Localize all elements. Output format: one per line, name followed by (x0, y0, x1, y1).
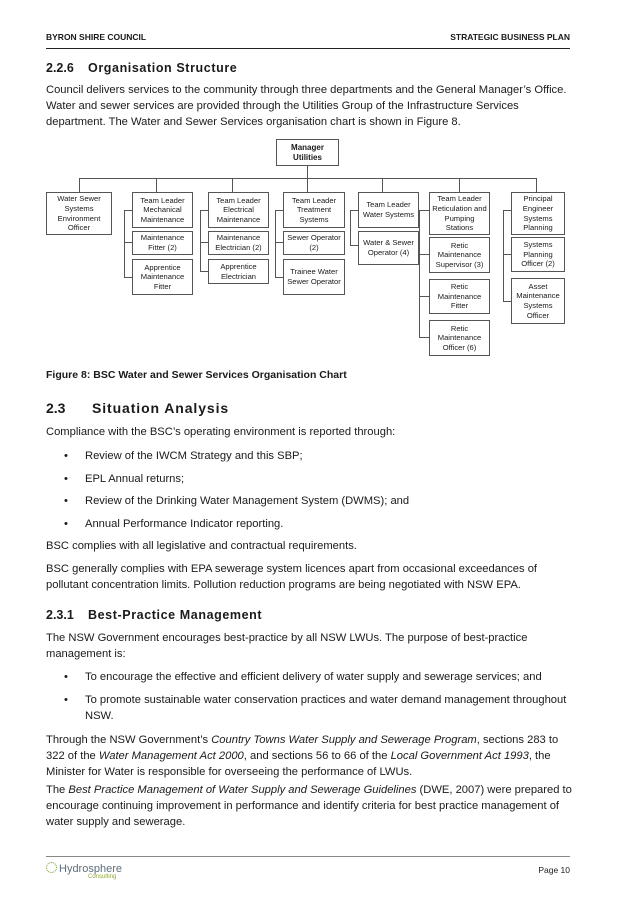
heading-title: Best-Practice Management (88, 608, 263, 622)
paragraph-guidelines: The Best Practice Management of Water Supply and Sewerage Guidelines (DWE, 2007) were prepared to encourage continuing improvement in performance and identify criteria for best practice management of water supply and sewerage. (46, 784, 572, 828)
org-box-team-leader-treatment: Team Leader Treatment Systems (283, 192, 345, 228)
org-box-team-leader-water: Team Leader Water Systems (358, 192, 419, 228)
document-page: BYRON SHIRE COUNCIL STRATEGIC BUSINESS PLAN 2.2.6 Organisation Structure Council delivers services to the community through three departments and the General Manager’s Office. Water and sewer services are provided through the Utilities Group of the Infrastructure Services department. The Water and Sewer Services organisation chart is shown in Figure 8. Manager Utilities Water Sewer Systems Environment Officer Team Leader Mechanical Maintenance Maintenance Fitter (2) Apprentice Maintenance Fitter Team Leader Electrical Maintenance Maintenance Electrician (2) Apprentice Electrician Team Leader Treatment Systems Sewer Operator (2) Trainee Water Sewer Operator Team Leader Water Systems Water & Sewer Operator (4) Team Leader Reticulation and Pumping Stations Retic Maintenance Supervisor (3) Retic Maintenance Fitter Retic Maintenance Officer (6) Principal Engineer Systems Planning Systems Planning Officer (2) Asset Maintenance Systems Officer Figure 8: BSC Water and Sewer Services Organisation Chart 2.3 Situation Analysis Compliance with the BSC’s operating environment is reported through: • Review of the IWCM Strategy and this SBP; • EPL Annual returns; • Review of the Drinking Water Management System (DWMS); and • Annual Performance Indicator reporting. BSC complies with all legislative and contractual requirements. BSC generally complies with EPA sewerage system licences apart from occasional exceedances of pollutant concentration limits. Pollution reduction programs are being negotiated with NSW EPA. 2.3.1 Best-Practice Management The NSW Government encourages best-practice by all NSW LWUs. The purpose of best-practice management is: • To encourage the effective and efficient delivery of water supply and sewerage services; and • To promote sustainable water conservation practices and water demand management throughout NSW. Through the NSW Government’s Country Towns Water Supply and Sewerage Program, sections 283 to 322 of the Water Management Act 2000, and sections 56 to 66 of the Local Government Act 1993, the Minister for Water is responsible for overseeing the performance of LWUs. The Best Practice Management of Water Supply and Sewerage Guidelines (DWE, 2007) were prepared to encourage continuing improvement in performance and identify criteria for best practice management of water supply and sewerage. Hydrosphere Consulting Page 10 (0, 0, 642, 908)
logo-ring-icon (46, 862, 57, 873)
paragraph-compliance-intro: Compliance with the BSC’s operating environment is reported through: (46, 426, 396, 438)
hydrosphere-logo: Hydrosphere Consulting (46, 862, 122, 875)
header-document-title: STRATEGIC BUSINESS PLAN (450, 32, 570, 42)
org-box-systems-planning-officer: Systems Planning Officer (2) (511, 237, 565, 272)
org-box-principal-engineer: Principal Engineer Systems Planning (511, 192, 565, 235)
org-box-retic-fitter: Retic Maintenance Fitter (429, 279, 490, 314)
org-box-team-leader-reticulation: Team Leader Reticulation and Pumping Stations (429, 192, 490, 235)
paragraph-best-practice-intro: The NSW Government encourages best-practice by all NSW LWUs. The purpose of best-practice management is: (46, 632, 528, 660)
figure-caption: Figure 8: BSC Water and Sewer Services Organisation Chart (46, 369, 347, 381)
org-box-apprentice-fitter: Apprentice Maintenance Fitter (132, 259, 193, 295)
org-box-maintenance-fitter: Maintenance Fitter (2) (132, 231, 193, 255)
org-box-environment-officer: Water Sewer Systems Environment Officer (46, 192, 112, 235)
org-box-retic-supervisor: Retic Maintenance Supervisor (3) (429, 237, 490, 273)
heading-number: 2.2.6 (46, 61, 74, 75)
page-footer (46, 856, 570, 880)
header-organisation: BYRON SHIRE COUNCIL (46, 32, 147, 42)
heading-title: Organisation Structure (88, 61, 238, 75)
org-box-sewer-operator: Sewer Operator (2) (283, 231, 345, 255)
org-box-team-leader-electrical: Team Leader Electrical Maintenance (208, 192, 269, 228)
org-box-team-leader-mechanical: Team Leader Mechanical Maintenance (132, 192, 193, 228)
heading-title: Situation Analysis (92, 400, 230, 416)
paragraph-minister: Through the NSW Government’s Country Towns Water Supply and Sewerage Program, sections 283 to 322 of the Water Management Act 2000, and sections 56 to 66 of the Local Government Act 1993, the Minister for Water is responsible for overseeing the performance of LWUs. (46, 734, 559, 778)
org-box-retic-officer: Retic Maintenance Officer (6) (429, 320, 490, 356)
heading-number: 2.3 (46, 400, 66, 416)
org-box-apprentice-electrician: Apprentice Electrician (208, 259, 269, 284)
heading-2-3 (46, 400, 229, 416)
paragraph-organisation-intro: Council delivers services to the community through three departments and the General Manager’s Office. Water and sewer services are provided through the Utilities Group of the Infrastructure Services department. The Water and Sewer Services organisation chart is shown in Figure 8. (46, 84, 567, 128)
org-box-manager: Manager Utilities (276, 139, 339, 166)
org-box-trainee-operator: Trainee Water Sewer Operator (283, 259, 345, 295)
heading-2-3-1 (46, 608, 262, 622)
org-box-maintenance-electrician: Maintenance Electrician (2) (208, 231, 269, 255)
org-box-asset-systems-officer: Asset Maintenance Systems Officer (511, 278, 565, 324)
page-number: Page 10 (538, 865, 570, 875)
org-box-water-sewer-operator: Water & Sewer Operator (4) (358, 231, 419, 265)
paragraph-epa: BSC generally complies with EPA sewerage system licences apart from occasional exceedances of pollutant concentration limits. Pollution reduction programs are being negotiated with NSW EPA. (46, 563, 538, 591)
paragraph-legislative: BSC complies with all legislative and contractual requirements. (46, 540, 357, 552)
heading-number: 2.3.1 (46, 608, 74, 622)
